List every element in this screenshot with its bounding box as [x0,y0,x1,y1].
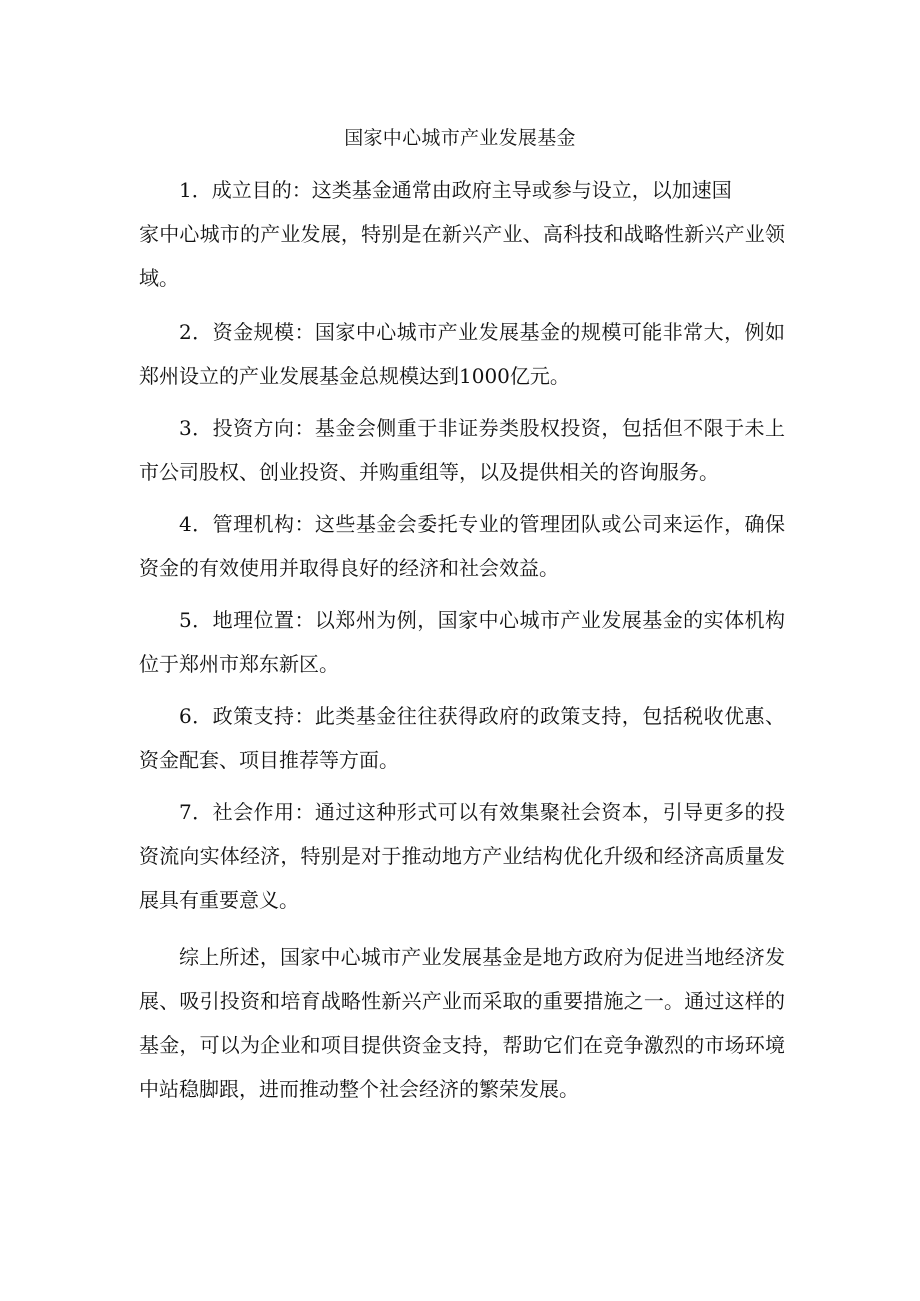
paragraph-line: 5．地理位置：以郑州为例，国家中心城市产业发展基金的实体机构 [179,608,785,632]
paragraph-5 [139,598,785,686]
paragraph-line: 1．成立目的：这类基金通常由政府主导或参与设立，以加速国 [179,178,732,202]
paragraph-line: 综上所述，国家中心城市产业发展基金是地方政府为促进当地经济发 [179,945,785,969]
paragraph-line: 资流向实体经济，特别是对于推动地方产业结构优化升级和经济高质量发 [139,844,785,868]
paragraph-line: 展、吸引投资和培育战略性新兴产业而采取的重要措施之一。通过这样的 [139,989,785,1013]
paragraph-line: 6．政策支持：此类基金往往获得政府的政策支持，包括税收优惠、 [179,704,785,728]
paragraph-6 [139,694,785,782]
paragraph-line: 域。 [139,266,179,290]
paragraph-line: 7．社会作用：通过这种形式可以有效集聚社会资本，引导更多的投 [179,800,785,824]
paragraph-line: 4．管理机构：这些基金会委托专业的管理团队或公司来运作，确保 [179,512,785,536]
paragraph-line: 资金配套、项目推荐等方面。 [139,748,399,772]
paragraph-line: 基金，可以为企业和项目提供资金支持，帮助它们在竞争激烈的市场环境 [139,1033,785,1057]
paragraph-line: 郑州设立的产业发展基金总规模达到1000亿元。 [139,364,570,388]
paragraph-line: 市公司股权、创业投资、并购重组等，以及提供相关的咨询服务。 [139,460,719,484]
paragraph-line: 位于郑州市郑东新区。 [139,652,339,676]
document-title: 国家中心城市产业发展基金 [344,127,576,149]
paragraph-line: 资金的有效使用并取得良好的经济和社会效益。 [139,556,559,580]
paragraph-7 [139,790,785,922]
paragraph-line: 中站稳脚跟，进而推动整个社会经济的繁荣发展。 [139,1077,579,1101]
paragraph-2 [139,310,785,398]
paragraph-line: 2．资金规模：国家中心城市产业发展基金的规模可能非常大，例如 [179,320,785,344]
paragraph-4 [139,502,785,590]
paragraph-1 [139,168,785,300]
paragraph-line: 家中心城市的产业发展，特别是在新兴产业、高科技和战略性新兴产业领 [139,222,785,246]
paragraph-3 [139,406,785,494]
paragraph-line: 展具有重要意义。 [139,888,299,912]
summary-paragraph [139,935,785,1111]
paragraph-line: 3．投资方向：基金会侧重于非证券类股权投资，包括但不限于未上 [179,416,785,440]
